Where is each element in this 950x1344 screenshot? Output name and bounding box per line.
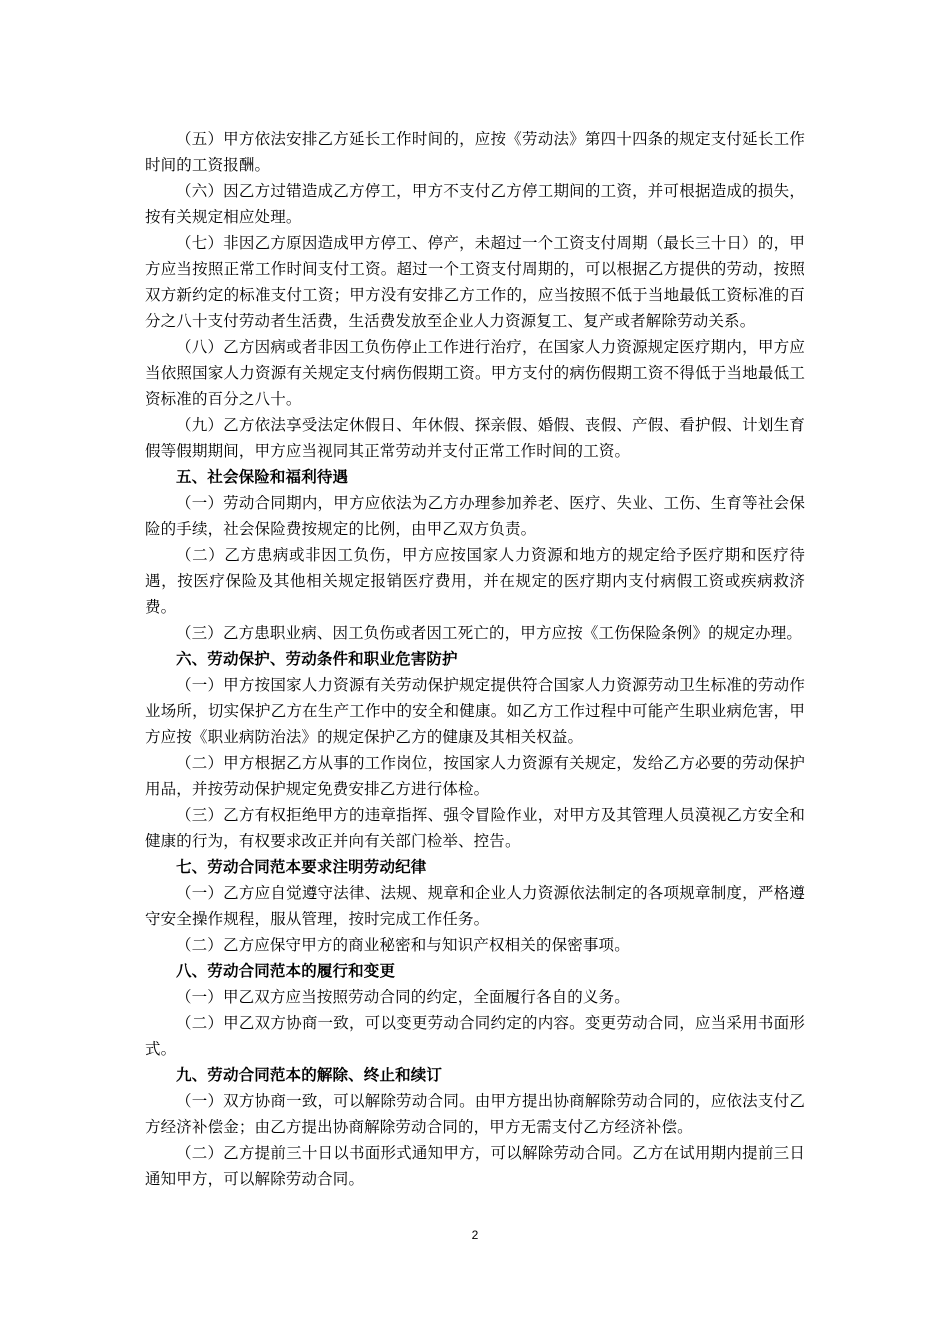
clause-paragraph: （一）乙方应自觉遵守法律、法规、规章和企业人力资源依法制定的各项规章制度，严格遵守安全操作规程，服从管理，按时完成工作任务。 (145, 884, 805, 928)
section-heading: 七、劳动合同范本要求注明劳动纪律 (176, 858, 427, 876)
page-number: 2 (471, 1228, 479, 1242)
clause-paragraph: （一）双方协商一致，可以解除劳动合同。由甲方提出协商解除劳动合同的，应依法支付乙方经济补偿金；由乙方提出协商解除劳动合同的，甲方无需支付乙方经济补偿。 (145, 1092, 805, 1136)
clause-paragraph: （五）甲方依法安排乙方延长工作时间的，应按《劳动法》第四十四条的规定支付延长工作时间的工资报酬。 (145, 130, 805, 174)
section-heading: 九、劳动合同范本的解除、终止和续订 (176, 1066, 443, 1084)
clause-paragraph: （三）乙方有权拒绝甲方的违章指挥、强令冒险作业，对甲方及其管理人员漠视乙方安全和健康的行为，有权要求改正并向有关部门检举、控告。 (145, 806, 805, 850)
clause-paragraph: （二）甲乙双方协商一致，可以变更劳动合同约定的内容。变更劳动合同，应当采用书面形式。 (145, 1014, 805, 1058)
clause-paragraph: （六）因乙方过错造成乙方停工，甲方不支付乙方停工期间的工资，并可根据造成的损失，按有关规定相应处理。 (145, 182, 805, 226)
clause-paragraph: （九）乙方依法享受法定休假日、年休假、探亲假、婚假、丧假、产假、看护假、计划生育假等假期期间，甲方应当视同其正常劳动并支付正常工作时间的工资。 (145, 416, 805, 460)
section-heading: 六、劳动保护、劳动条件和职业危害防护 (176, 650, 458, 668)
document-body (145, 126, 805, 1192)
clause-paragraph: （七）非因乙方原因造成甲方停工、停产，未超过一个工资支付周期（最长三十日）的，甲方应当按照正常工作时间支付工资。超过一个工资支付周期的，可以根据乙方提供的劳动，按照双方新约定的标准支付工资；甲方没有安排乙方工作的，应当按照不低于当地最低工资标准的百分之八十支付劳动者生活费，生活费发放至企业人力资源复工、复产或者解除劳动关系。 (145, 234, 805, 330)
clause-paragraph: （一）甲方按国家人力资源有关劳动保护规定提供符合国家人力资源劳动卫生标准的劳动作业场所，切实保护乙方在生产工作中的安全和健康。如乙方工作过程中可能产生职业病危害，甲方应按《职业病防治法》的规定保护乙方的健康及其相关权益。 (145, 676, 805, 746)
section-heading: 五、社会保险和福利待遇 (176, 468, 349, 486)
clause-paragraph: （二）乙方应保守甲方的商业秘密和与知识产权相关的保密事项。 (176, 936, 630, 954)
clause-paragraph: （一）甲乙双方应当按照劳动合同的约定，全面履行各自的义务。 (176, 988, 630, 1006)
section-heading: 八、劳动合同范本的履行和变更 (176, 962, 396, 980)
clause-paragraph: （一）劳动合同期内，甲方应依法为乙方办理参加养老、医疗、失业、工伤、生育等社会保险的手续，社会保险费按规定的比例，由甲乙双方负责。 (145, 494, 805, 538)
clause-paragraph: （二）乙方提前三十日以书面形式通知甲方，可以解除劳动合同。乙方在试用期内提前三日通知甲方，可以解除劳动合同。 (145, 1144, 805, 1188)
clause-paragraph: （二）甲方根据乙方从事的工作岗位，按国家人力资源有关规定，发给乙方必要的劳动保护用品，并按劳动保护规定免费安排乙方进行体检。 (145, 754, 805, 798)
clause-paragraph: （三）乙方患职业病、因工负伤或者因工死亡的，甲方应按《工伤保险条例》的规定办理。 (176, 624, 803, 642)
clause-paragraph: （八）乙方因病或者非因工负伤停止工作进行治疗，在国家人力资源规定医疗期内，甲方应当依照国家人力资源有关规定支付病伤假期工资。甲方支付的病伤假期工资不得低于当地最低工资标准的百分之八十。 (145, 338, 805, 408)
clause-paragraph: （二）乙方患病或非因工负伤，甲方应按国家人力资源和地方的规定给予医疗期和医疗待遇，按医疗保险及其他相关规定报销医疗费用，并在规定的医疗期内支付病假工资或疾病救济费。 (145, 546, 805, 616)
